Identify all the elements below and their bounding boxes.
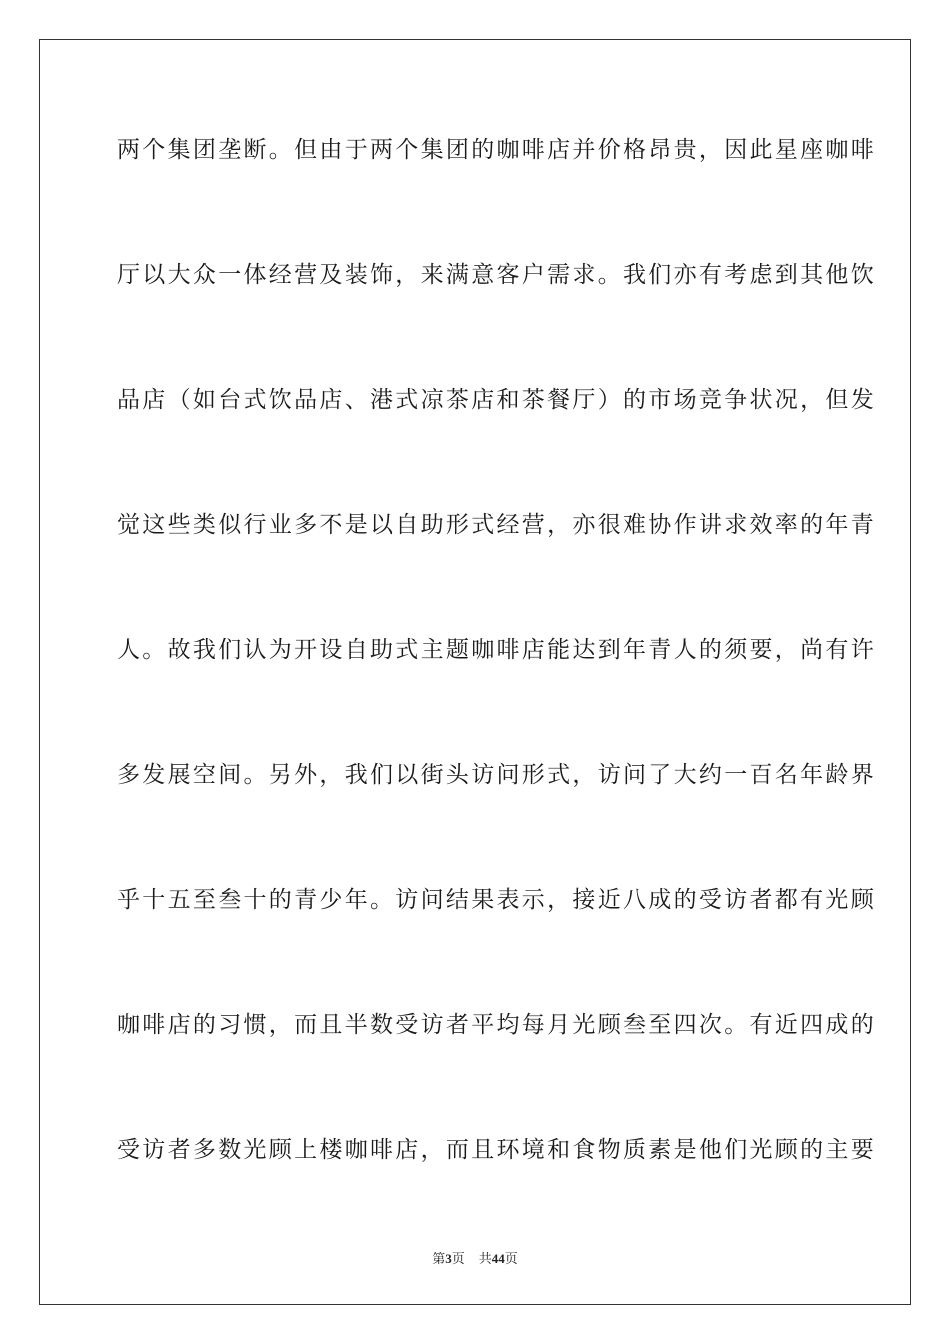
document-body [117, 128, 876, 1253]
text-line-1: 两个集团垄断。但由于两个集团的咖啡店并价格昂贵，因此星座咖啡 [117, 137, 876, 163]
total-suffix: 页 [504, 1252, 518, 1267]
page-number: 3 [445, 1251, 452, 1266]
page-prefix: 第 [432, 1252, 446, 1267]
text-line-2: 厅以大众一体经营及装饰，来满意客户需求。我们亦有考虑到其他饮 [117, 262, 876, 288]
text-line-7: 乎十五至叁十的青少年。访问结果表示，接近八成的受访者都有光顾 [117, 887, 876, 913]
text-line-8: 咖啡店的习惯，而且半数受访者平均每月光顾叁至四次。有近四成的 [117, 1012, 876, 1038]
text-line-4: 觉这些类似行业多不是以自助形式经营，亦很难协作讲求效率的年青 [117, 512, 876, 538]
text-line-6: 多发展空间。另外，我们以街头访问形式，访问了大约一百名年龄界 [117, 762, 876, 788]
text-line-9: 受访者多数光顾上楼咖啡店，而且环境和食物质素是他们光顾的主要 [117, 1137, 876, 1163]
text-line-3: 品店（如台式饮品店、港式凉茶店和茶餐厅）的市场竞争状况，但发 [117, 387, 876, 413]
page-footer [0, 1248, 950, 1267]
total-pages: 44 [491, 1251, 505, 1266]
page-suffix: 页 [451, 1252, 465, 1267]
text-line-5: 人。故我们认为开设自助式主题咖啡店能达到年青人的须要，尚有许 [117, 637, 876, 663]
total-prefix: 共 [478, 1252, 492, 1267]
